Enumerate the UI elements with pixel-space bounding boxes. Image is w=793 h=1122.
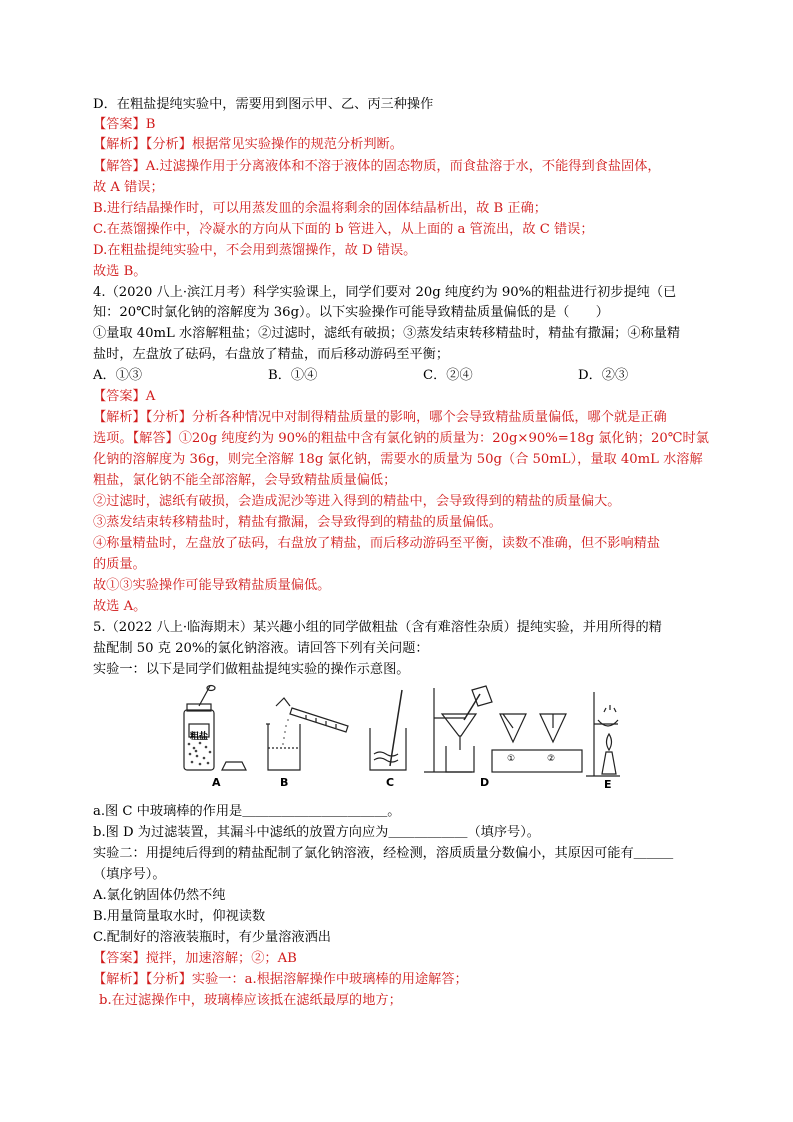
paper-tray [492, 750, 582, 772]
q5-analysis: 【解析】【分析】实验一：a.根据溶解操作中玻璃棒的用途解答； [93, 972, 468, 987]
jar-label: 粗盐 [190, 732, 209, 742]
q5-choice-c: C.配制好的溶液装瓶时，有少量溶液洒出 [93, 930, 331, 945]
figure-label-a: A [212, 776, 221, 789]
q4-solution-line: 的质量。 [93, 557, 146, 572]
q5-experiment-two: 实验二：用提纯后得到的精盐配制了氯化钠溶液，经检测，溶质质量分数偏小，其原因可能有＿＿＿ [93, 846, 674, 861]
q4-option-a: A．①③ [93, 368, 143, 383]
q4-solution-line: 故①③实验操作可能导致精盐质量偏低。 [93, 578, 331, 593]
q5-analysis-line: b.在过滤操作中，玻璃棒应该抵在滤纸最厚的地方； [99, 993, 402, 1008]
q3-answer: 【答案】B [93, 117, 156, 132]
beaker-icon [370, 728, 406, 770]
filter-paper-2: ② [547, 754, 556, 764]
q3-analysis: 【解析】【分析】根据常见实验操作的规范分析判断。 [93, 137, 403, 152]
glass-rod [464, 694, 480, 720]
q5-choice-a: A.氯化钠固体仍然不纯 [93, 888, 226, 903]
q4-analysis: 【解析】【分析】分析各种情况中对制得精盐质量的影响，哪个会导致精盐质量偏低，哪个就是正确 [93, 410, 667, 425]
beaker-icon [266, 724, 300, 770]
iron-stand-icon [586, 692, 620, 776]
apparatus-drawing [180, 684, 620, 792]
q4-stem: 知：20℃时氯化钠的溶解度为 36g）。以下实验操作可能导致精盐质量偏低的是（ ） [93, 305, 609, 320]
q4-stem: 盐时，左盘放了砝码，右盘放了精盐，而后移动游码至平衡； [93, 347, 450, 362]
q5-stem: 实验一：以下是同学们做粗盐提纯实验的操作示意图。 [93, 662, 410, 677]
q4-solution-line: 选项。【解答】①20g 纯度约为 90%的粗盐中含有氯化钠的质量为：20g×90%=18g 氯化钠；20℃时氯 [93, 431, 709, 446]
q4-solution-line: 化钠的溶解度为 36g，则完全溶解 18g 氯化钠，需要水的质量为 50g（合 50mL），量取 40mL 水溶解 [93, 452, 703, 467]
q3-solution-line: B.进行结晶操作时，可以用蒸发皿的余温将剩余的固体结晶析出，故 B 正确； [93, 201, 547, 216]
q4-solution-line: ④称量精盐时，左盘放了砝码，右盘放了精盐，而后移动游码至平衡，读数不准确，但不影响精盐 [93, 536, 661, 551]
weighing-dish [222, 762, 246, 770]
q4-conclusion: 故选 A。 [93, 599, 147, 614]
q4-option-d: D．②③ [578, 368, 629, 383]
granule-dots [188, 742, 212, 766]
q5-stem: 盐配制 50 克 20%的氯化钠溶液。请回答下列有关问题： [93, 641, 429, 656]
q4-option-b: B．①④ [268, 368, 318, 383]
q3-option-d: D．在粗盐提纯实验中，需要用到图示甲、乙、丙三种操作 [93, 97, 434, 112]
figure-label-b: B [280, 776, 289, 789]
pour-stream [282, 719, 289, 745]
q3-solution-line: C.在蒸馏操作中，冷凝水的方向从下面的 b 管进入，从上面的 a 管流出，故 C 错误； [93, 222, 594, 237]
q4-solution-line: 粗盐，氯化钠不能全部溶解，会导致精盐质量偏低； [93, 473, 397, 488]
q4-answer: 【答案】A [93, 389, 156, 404]
q3-solution-line: D.在粗盐提纯实验中，不会用到蒸馏操作，故 D 错误。 [93, 243, 417, 258]
q5-choice-b: B.用量筒量取水时，仰视读数 [93, 909, 266, 924]
q5-stem: 5.（2022 八上·临海期末）某兴趣小组的同学做粗盐（含有难溶性杂质）提纯实验，并用所得的精 [93, 620, 662, 635]
q3-conclusion: 故选 B。 [93, 264, 147, 279]
salt-purification-figure [180, 684, 620, 796]
q5-part-b: b.图 D 为过滤装置，其漏斗中滤纸的放置方向应为＿＿＿＿＿＿（填序号）。 [93, 825, 540, 840]
filter-paper-fold [500, 714, 526, 742]
figure-label-d: D [480, 776, 490, 789]
splatter [604, 705, 616, 712]
q5-experiment-two: （填序号）。 [93, 867, 166, 882]
evaporating-dish [598, 720, 618, 726]
figure-label-c: C [386, 776, 395, 789]
q4-solution-line: ③蒸发结束转移精盐时，精盐有撒漏，会导致得到的精盐的质量偏低。 [93, 515, 502, 530]
burner-icon [602, 734, 616, 774]
cylinder-icon [276, 698, 348, 732]
q5-part-a: a.图 C 中玻璃棒的作用是＿＿＿＿＿＿＿＿＿＿＿。 [93, 804, 401, 819]
q3-solution-line: 【解答】A.过滤操作用于分离液体和不溶于液体的固态物质，而食盐溶于水，不能得到食盐固体， [93, 159, 661, 174]
q3-solution-line: 故 A 错误； [93, 180, 164, 195]
jar-icon [184, 686, 215, 771]
q4-stem: 4.（2020 八上·滨江月考）科学实验课上，同学们要对 20g 纯度约为 90%的粗盐进行初步提纯（已 [93, 285, 677, 300]
filter-paper-fold [540, 714, 566, 742]
q4-option-c: C．②④ [423, 368, 473, 383]
figure-label-e: E [604, 778, 612, 791]
stir-lines [374, 752, 398, 762]
funnel-icon [442, 714, 476, 750]
q5-answer: 【答案】搅拌，加速溶解；②；AB [93, 951, 297, 966]
q4-stem: ①量取 40mL 水溶解粗盐；②过滤时，滤纸有破损；③蒸发结束转移精盐时，精盐有撒漏；④称量精 [93, 326, 681, 341]
filter-paper-1: ① [507, 754, 516, 764]
q4-solution-line: ②过滤时，滤纸有破损，会造成泥沙等进入得到的精盐中，会导致得到的精盐的质量偏大。 [93, 494, 621, 509]
